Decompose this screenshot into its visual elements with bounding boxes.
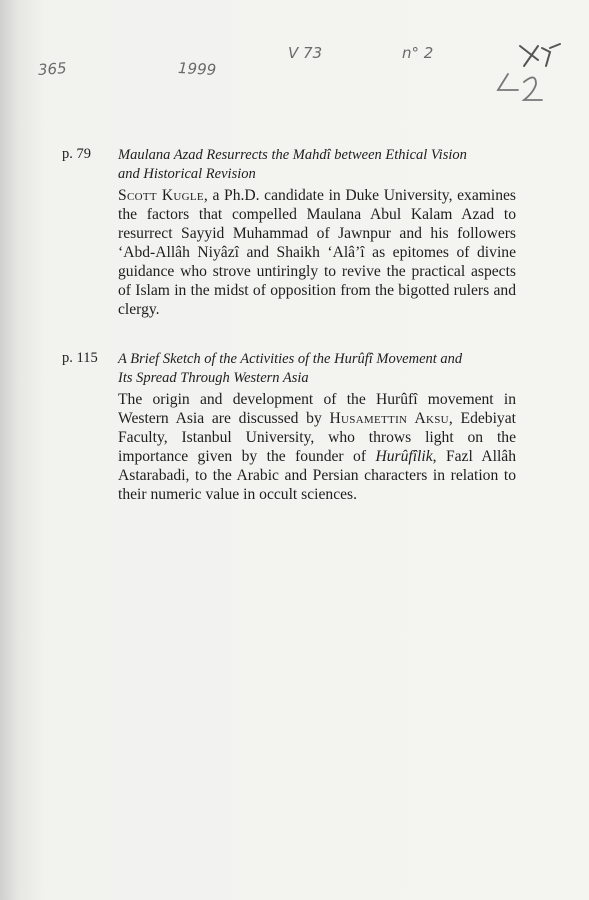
page-reference: p. 115	[62, 350, 98, 366]
article-title-line: Its Spread Through Western Asia	[118, 370, 309, 386]
handwritten-mark	[480, 38, 570, 118]
article-title-line: and Historical Revision	[118, 166, 256, 182]
author-name: Scott Kugle	[118, 187, 204, 204]
italic-term: Hurûfîlik	[375, 448, 433, 465]
article-title-line: Maulana Azad Resurrects the Mahdî between Ethical Vision	[118, 147, 467, 163]
handwritten-number: n° 2	[402, 44, 434, 62]
abstract-text: , Fazl Allâh Astarabadi, to the Arabic and Persian characters in relation to their numeric value in occult sciences.	[118, 448, 516, 503]
abstract-text: The origin and development of the Hurûfî movement in Western Asia are discussed by	[118, 391, 516, 427]
article-title	[118, 146, 516, 184]
abstract-text: , a Ph.D. candidate in Duke University, examines the factors that compelled Maulana Abul Kalam Azad to resurrect Sayyid Muhammad of Jawnpur and his followers ‘Abd-Allâh Niyâzî and Shaikh ‘Alâ’î as epitomes of divine guidance who strove untiringly to revive the practical aspects of Islam in the midst of opposition from the bigotted rulers and clergy.	[118, 187, 516, 318]
article-abstract	[118, 186, 516, 319]
article-title-line: A Brief Sketch of the Activities of the Hurûfî Movement and	[118, 351, 463, 367]
article-abstract	[118, 390, 516, 504]
page-reference: p. 79	[62, 146, 91, 162]
author-name: Husamettin Aksu	[329, 410, 449, 427]
abstract-text: , Edebiyat Faculty, Istanbul University, who throws light on the importance given by the founder of	[118, 410, 516, 465]
handwritten-year: 1999	[177, 59, 217, 79]
handwritten-page-count: 365	[37, 59, 68, 79]
handwritten-volume: V 73	[288, 44, 323, 62]
article-title	[118, 350, 516, 388]
